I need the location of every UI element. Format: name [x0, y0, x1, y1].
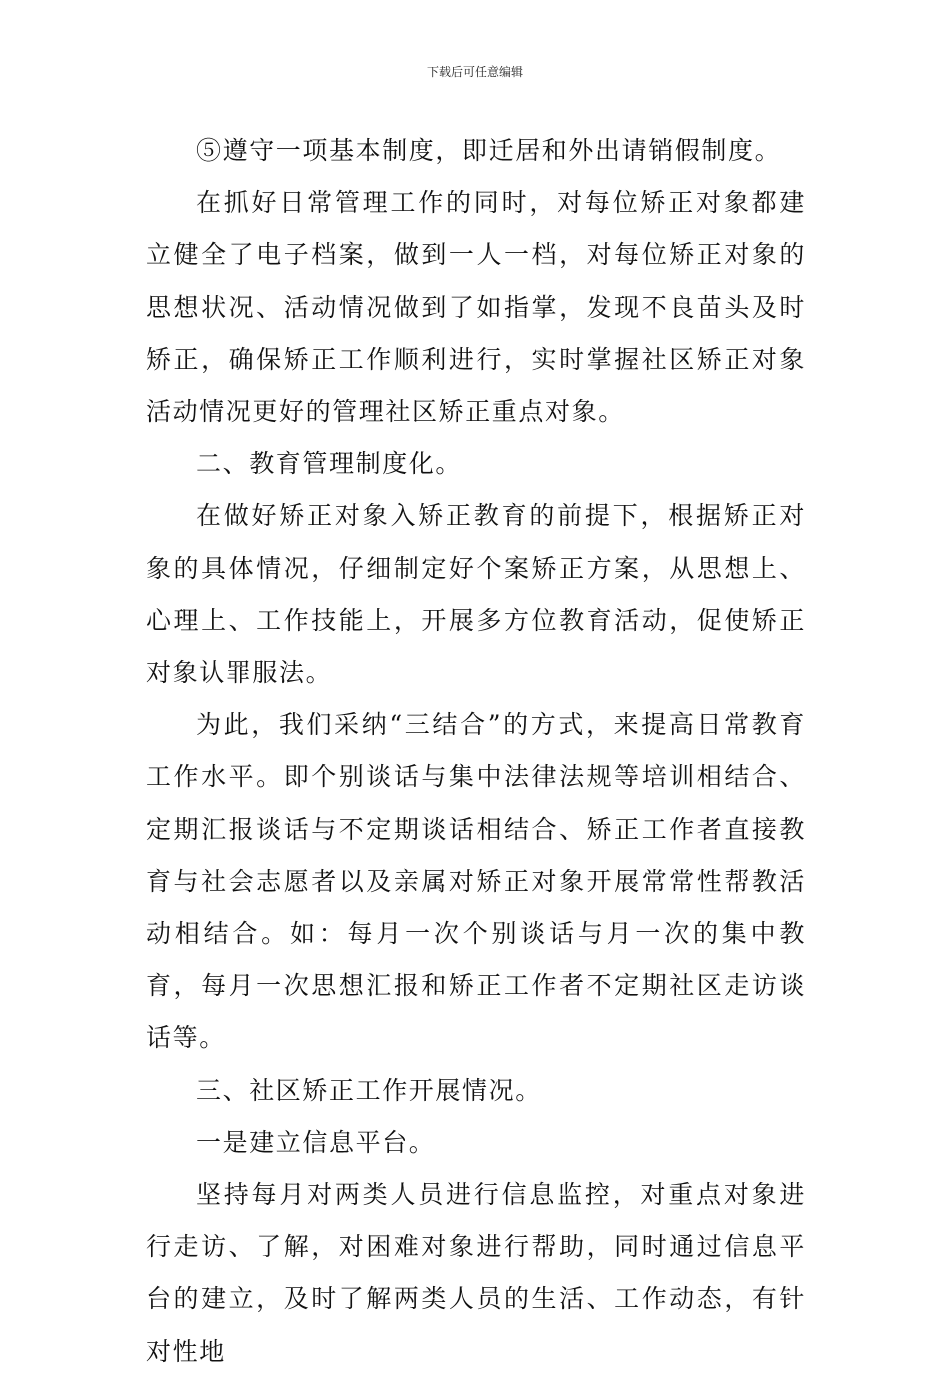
subheading-info-platform: 一是建立信息平台。 — [196, 1127, 436, 1157]
section-heading-education: 二、教育管理制度化。 — [196, 449, 463, 479]
paragraph-education-plan: 在做好矫正对象入矫正教育的前提下，根据矫正对象的具体情况，仔细制定好个案矫正方案，从思想上、心理上、工作技能上，开展多方位教育活动，促使矫正对象认罪服法。 — [146, 501, 806, 688]
paragraph-daily-management: 在抓好日常管理工作的同时，对每位矫正对象都建立健全了电子档案，做到一人一档，对每位矫正对象的思想状况、活动情况做到了如指掌，发现不良苗头及时矫正，确保矫正工作顺利进行，实时掌握社区矫正对象活动情况更好的管理社区矫正重点对象。 — [146, 188, 806, 427]
paragraph-info-monitoring: 坚持每月对两类人员进行信息监控，对重点对象进行走访、了解，对困难对象进行帮助，同时通过信息平台的建立，及时了解两类人员的生活、工作动态，有针对性地 — [146, 1180, 806, 1366]
paragraph-three-combinations: 为此，我们采纳“三结合”的方式，来提高日常教育工作水平。即个别谈话与集中法律法规等培训相结合、定期汇报谈话与不定期谈话相结合、矫正工作者直接教育与社会志愿者以及亲属对矫正对象开展常常性帮教活动相结合。如：每月一次个别谈话与月一次的集中教育，每月一次思想汇报和矫正工作者不定期社区走访谈话等。 — [146, 710, 806, 1053]
page-header-note: 下载后可任意编辑 — [426, 65, 523, 79]
document-body — [146, 125, 806, 1378]
paragraph-rule-5: ⑤遵守一项基本制度，即迁居和外出请销假制度。 — [196, 136, 782, 165]
section-heading-work-status: 三、社区矫正工作开展情况。 — [196, 1075, 542, 1105]
